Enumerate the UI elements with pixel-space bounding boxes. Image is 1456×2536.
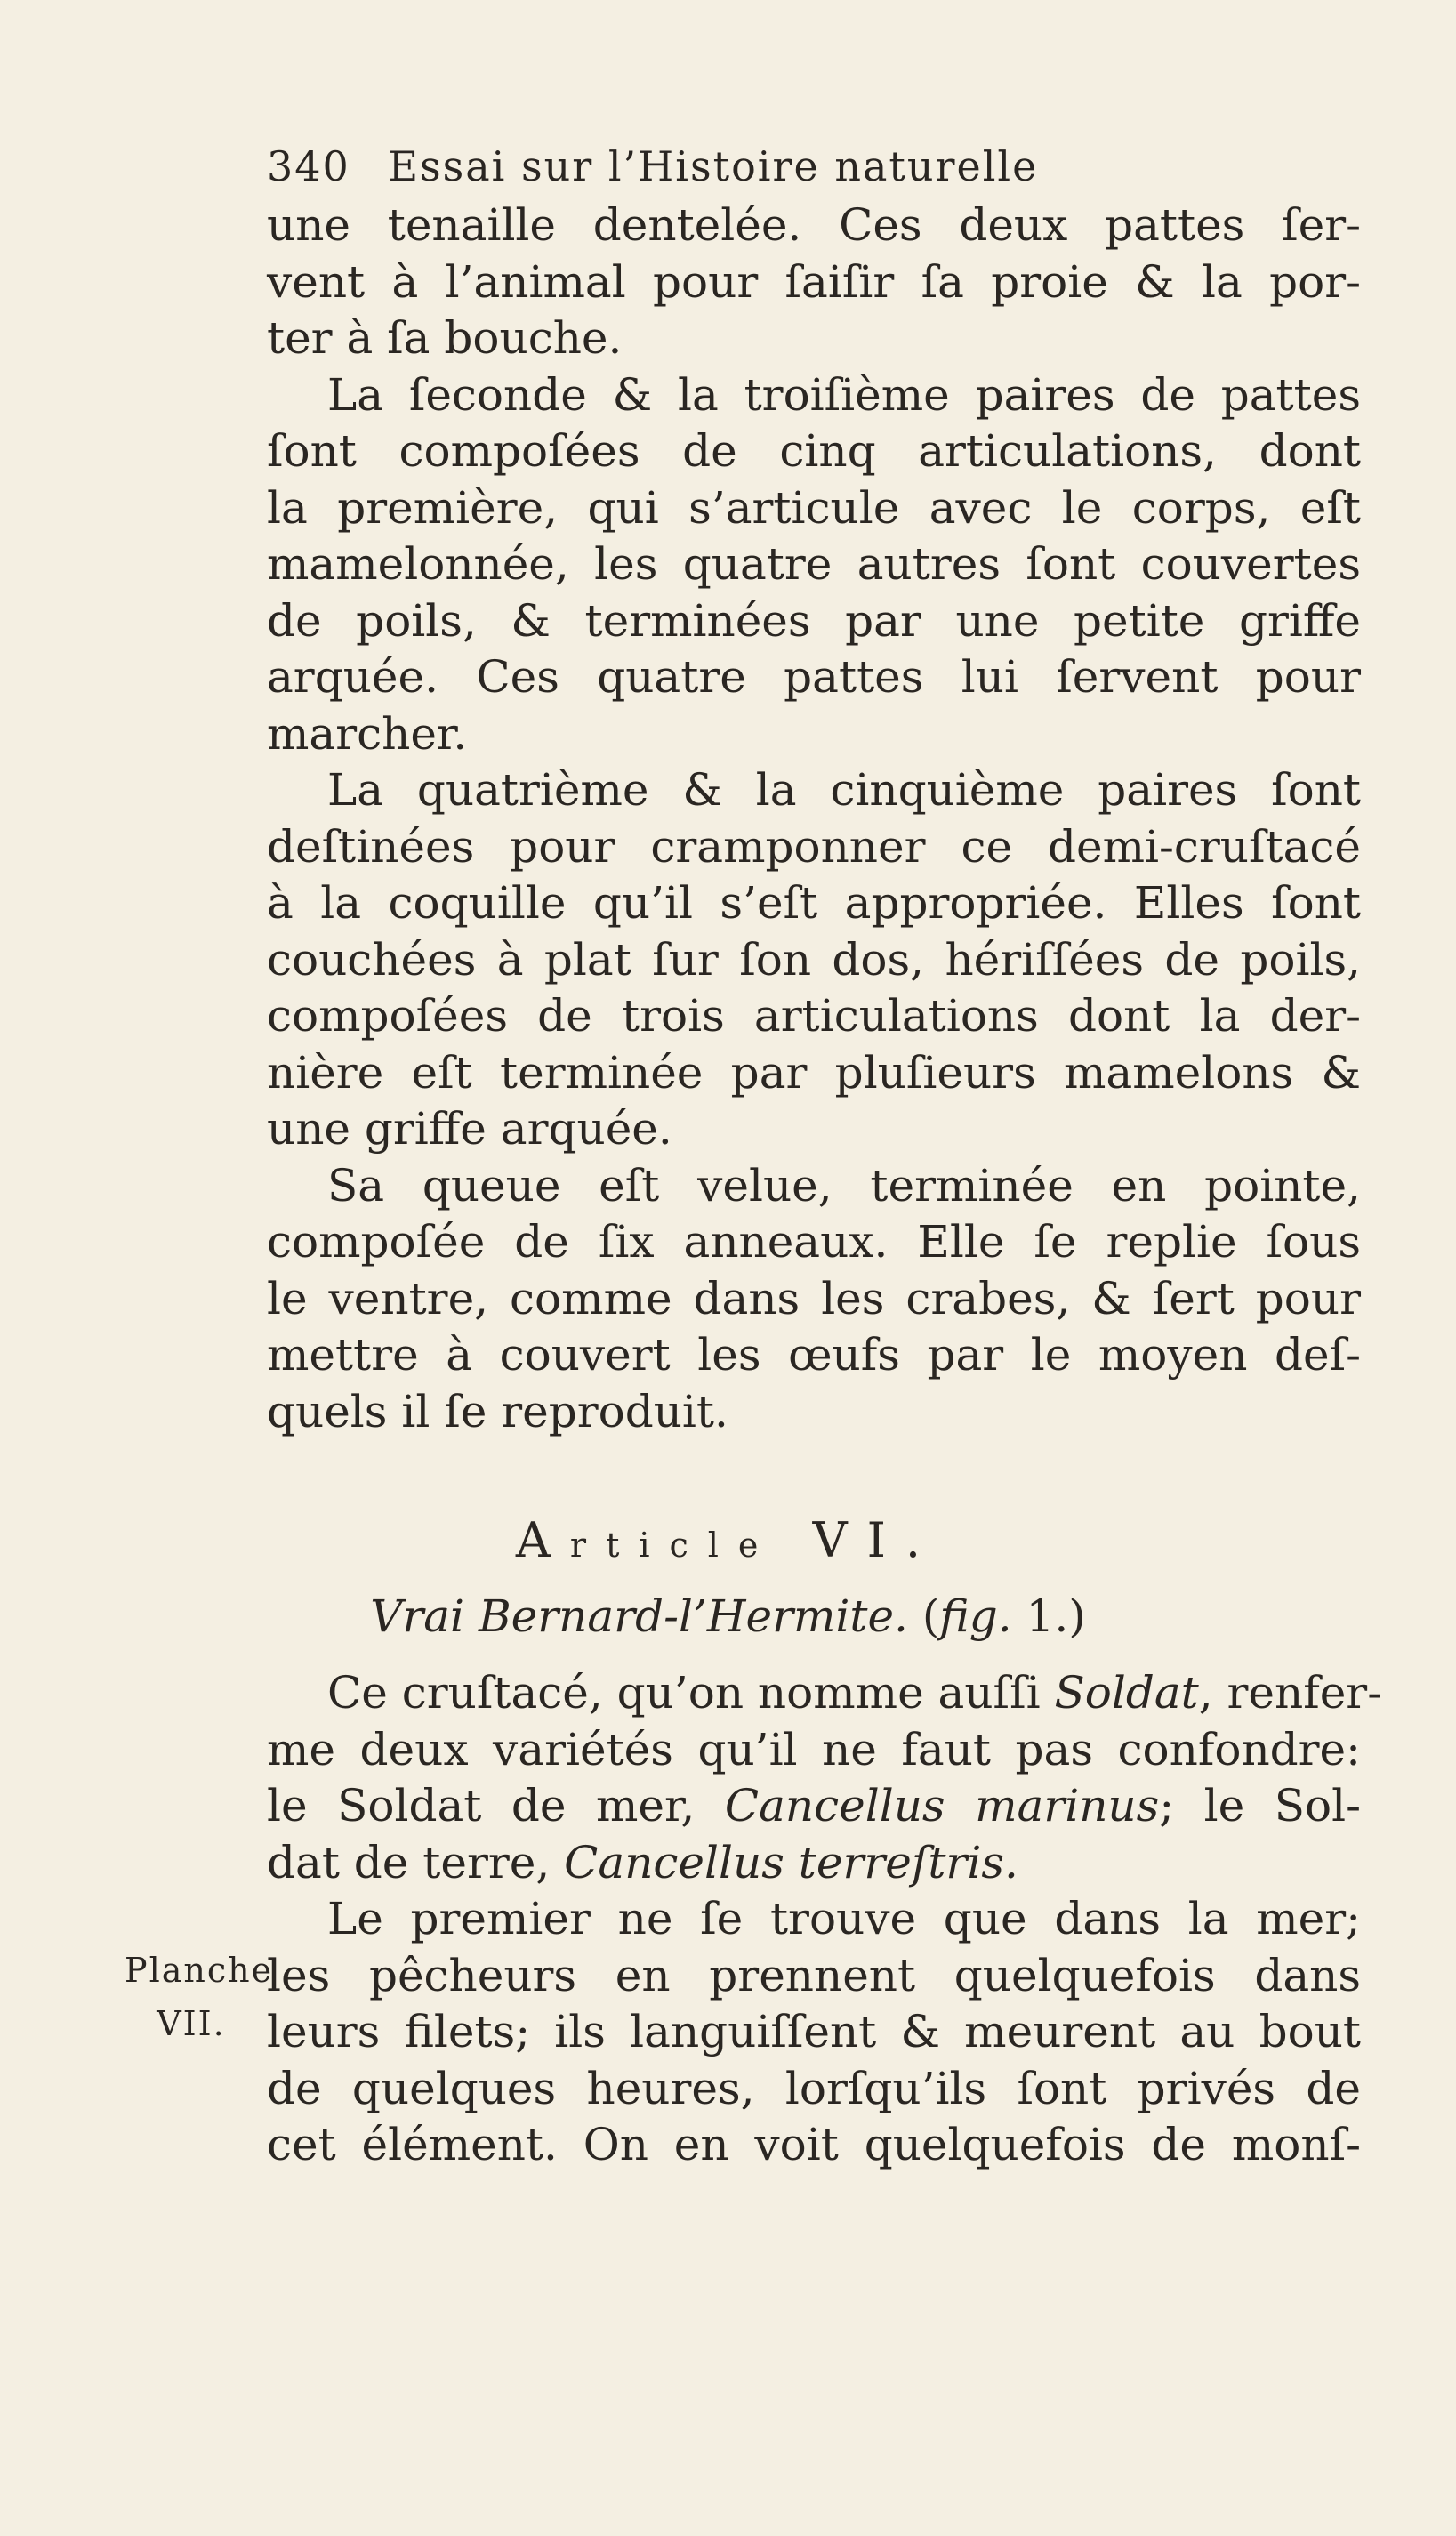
text-line: cet élément. On en voit quelquefois de monſ- bbox=[267, 2119, 1361, 2170]
text-line: une tenaille dentelée. Ces deux pattes ſer- bbox=[267, 199, 1361, 251]
article-heading-word: rticle bbox=[569, 1526, 778, 1565]
article-heading bbox=[0, 1512, 1456, 1568]
text-line: deſtinées pour cramponner ce demi-cruſtacé bbox=[267, 820, 1361, 873]
text-line: Sa queue eſt velue, terminée en pointe, bbox=[327, 1159, 1361, 1212]
margin-note-plate bbox=[125, 1944, 274, 2050]
article-subtitle bbox=[0, 1590, 1456, 1642]
page-number: 340 bbox=[267, 142, 350, 190]
text-line: vent à l’animal pour ſaiſir ſa proie & la por- bbox=[267, 255, 1361, 308]
margin-note-number: VII. bbox=[157, 2004, 226, 2043]
text-line: marcher. bbox=[267, 707, 468, 760]
text-line: me deux variétés qu’il ne faut pas confondre: bbox=[267, 1723, 1361, 1775]
text-line bbox=[267, 1778, 1361, 1835]
italic-term: Cancellus marinus bbox=[724, 1780, 1160, 1832]
fig-ref-label: fig. bbox=[939, 1590, 1012, 1642]
text-line: leurs filets; ils languiſſent & meurent au bout bbox=[267, 2006, 1361, 2057]
text-line: La quatrième & la cinquième paires ſont bbox=[327, 764, 1361, 816]
text-line: de poils, & terminées par une petite griffe bbox=[267, 594, 1361, 647]
italic-term: Cancellus terreſtris. bbox=[564, 1836, 1018, 1888]
text-line: Le premier ne ſe trouve que dans la mer; bbox=[327, 1893, 1361, 1944]
text-run: , renfer- bbox=[1198, 1667, 1383, 1719]
running-header bbox=[267, 142, 1038, 190]
text-block-top bbox=[267, 197, 1361, 1440]
text-line: La ſeconde & la troiſième paires de pattes bbox=[327, 368, 1361, 421]
text-line: quels il ſe reproduit. bbox=[267, 1385, 728, 1437]
running-title: Essai sur l’Histoire naturelle bbox=[388, 142, 1039, 190]
text-line: de quelques heures, lorſqu’ils ſont privés de bbox=[267, 2062, 1361, 2114]
subtitle-text: Vrai Bernard-l’Hermite. bbox=[370, 1590, 908, 1642]
text-run: dat de terre, bbox=[267, 1836, 565, 1888]
text-block-bottom bbox=[267, 1665, 1383, 2174]
text-line: compoſées de trois articulations dont la der- bbox=[267, 990, 1361, 1042]
text-line: mettre à couvert les œufs par le moyen deſ- bbox=[267, 1329, 1361, 1381]
text-line: la première, qui s’articule avec le corps, eſt bbox=[267, 481, 1361, 534]
text-run: le Soldat de mer, bbox=[267, 1780, 725, 1832]
text-line: couchées à plat ſur ſon dos, hériſſées de poils, bbox=[267, 933, 1361, 986]
text-line bbox=[267, 1665, 1383, 1722]
text-line: mamelonnée, les quatre autres ſont couvertes bbox=[267, 538, 1361, 590]
text-line: une griffe arquée. bbox=[267, 1103, 672, 1155]
text-run: Ce cruſtacé, qu’on nomme auſſi bbox=[327, 1667, 1055, 1719]
text-line bbox=[267, 1835, 1361, 1892]
text-line: ſont compoſées de cinq articulations, dont bbox=[267, 425, 1361, 477]
italic-term: Soldat bbox=[1054, 1667, 1199, 1719]
text-line: ter à ſa bouche. bbox=[267, 312, 623, 364]
text-line: à la coquille qu’il s’eſt appropriée. Elles ſont bbox=[267, 877, 1361, 929]
article-number: VI. bbox=[812, 1512, 941, 1568]
fig-ref-number: 1.) bbox=[1026, 1590, 1086, 1642]
margin-note-label: Planche bbox=[125, 1951, 274, 1990]
fig-ref-open: ( bbox=[921, 1590, 940, 1642]
text-line: les pêcheurs en prennent quelquefois dans bbox=[267, 1949, 1361, 2001]
article-heading-initial: A bbox=[515, 1512, 570, 1568]
text-line: compoſée de ſix anneaux. Elle ſe replie ſous bbox=[267, 1216, 1361, 1268]
text-line: le ventre, comme dans les crabes, & ſert pour bbox=[267, 1272, 1361, 1324]
text-run: ; le Sol- bbox=[1159, 1780, 1362, 1832]
text-line: nière eſt terminée par pluſieurs mamelons & bbox=[267, 1046, 1361, 1099]
text-line: arquée. Ces quatre pattes lui ſervent pour bbox=[267, 651, 1361, 703]
